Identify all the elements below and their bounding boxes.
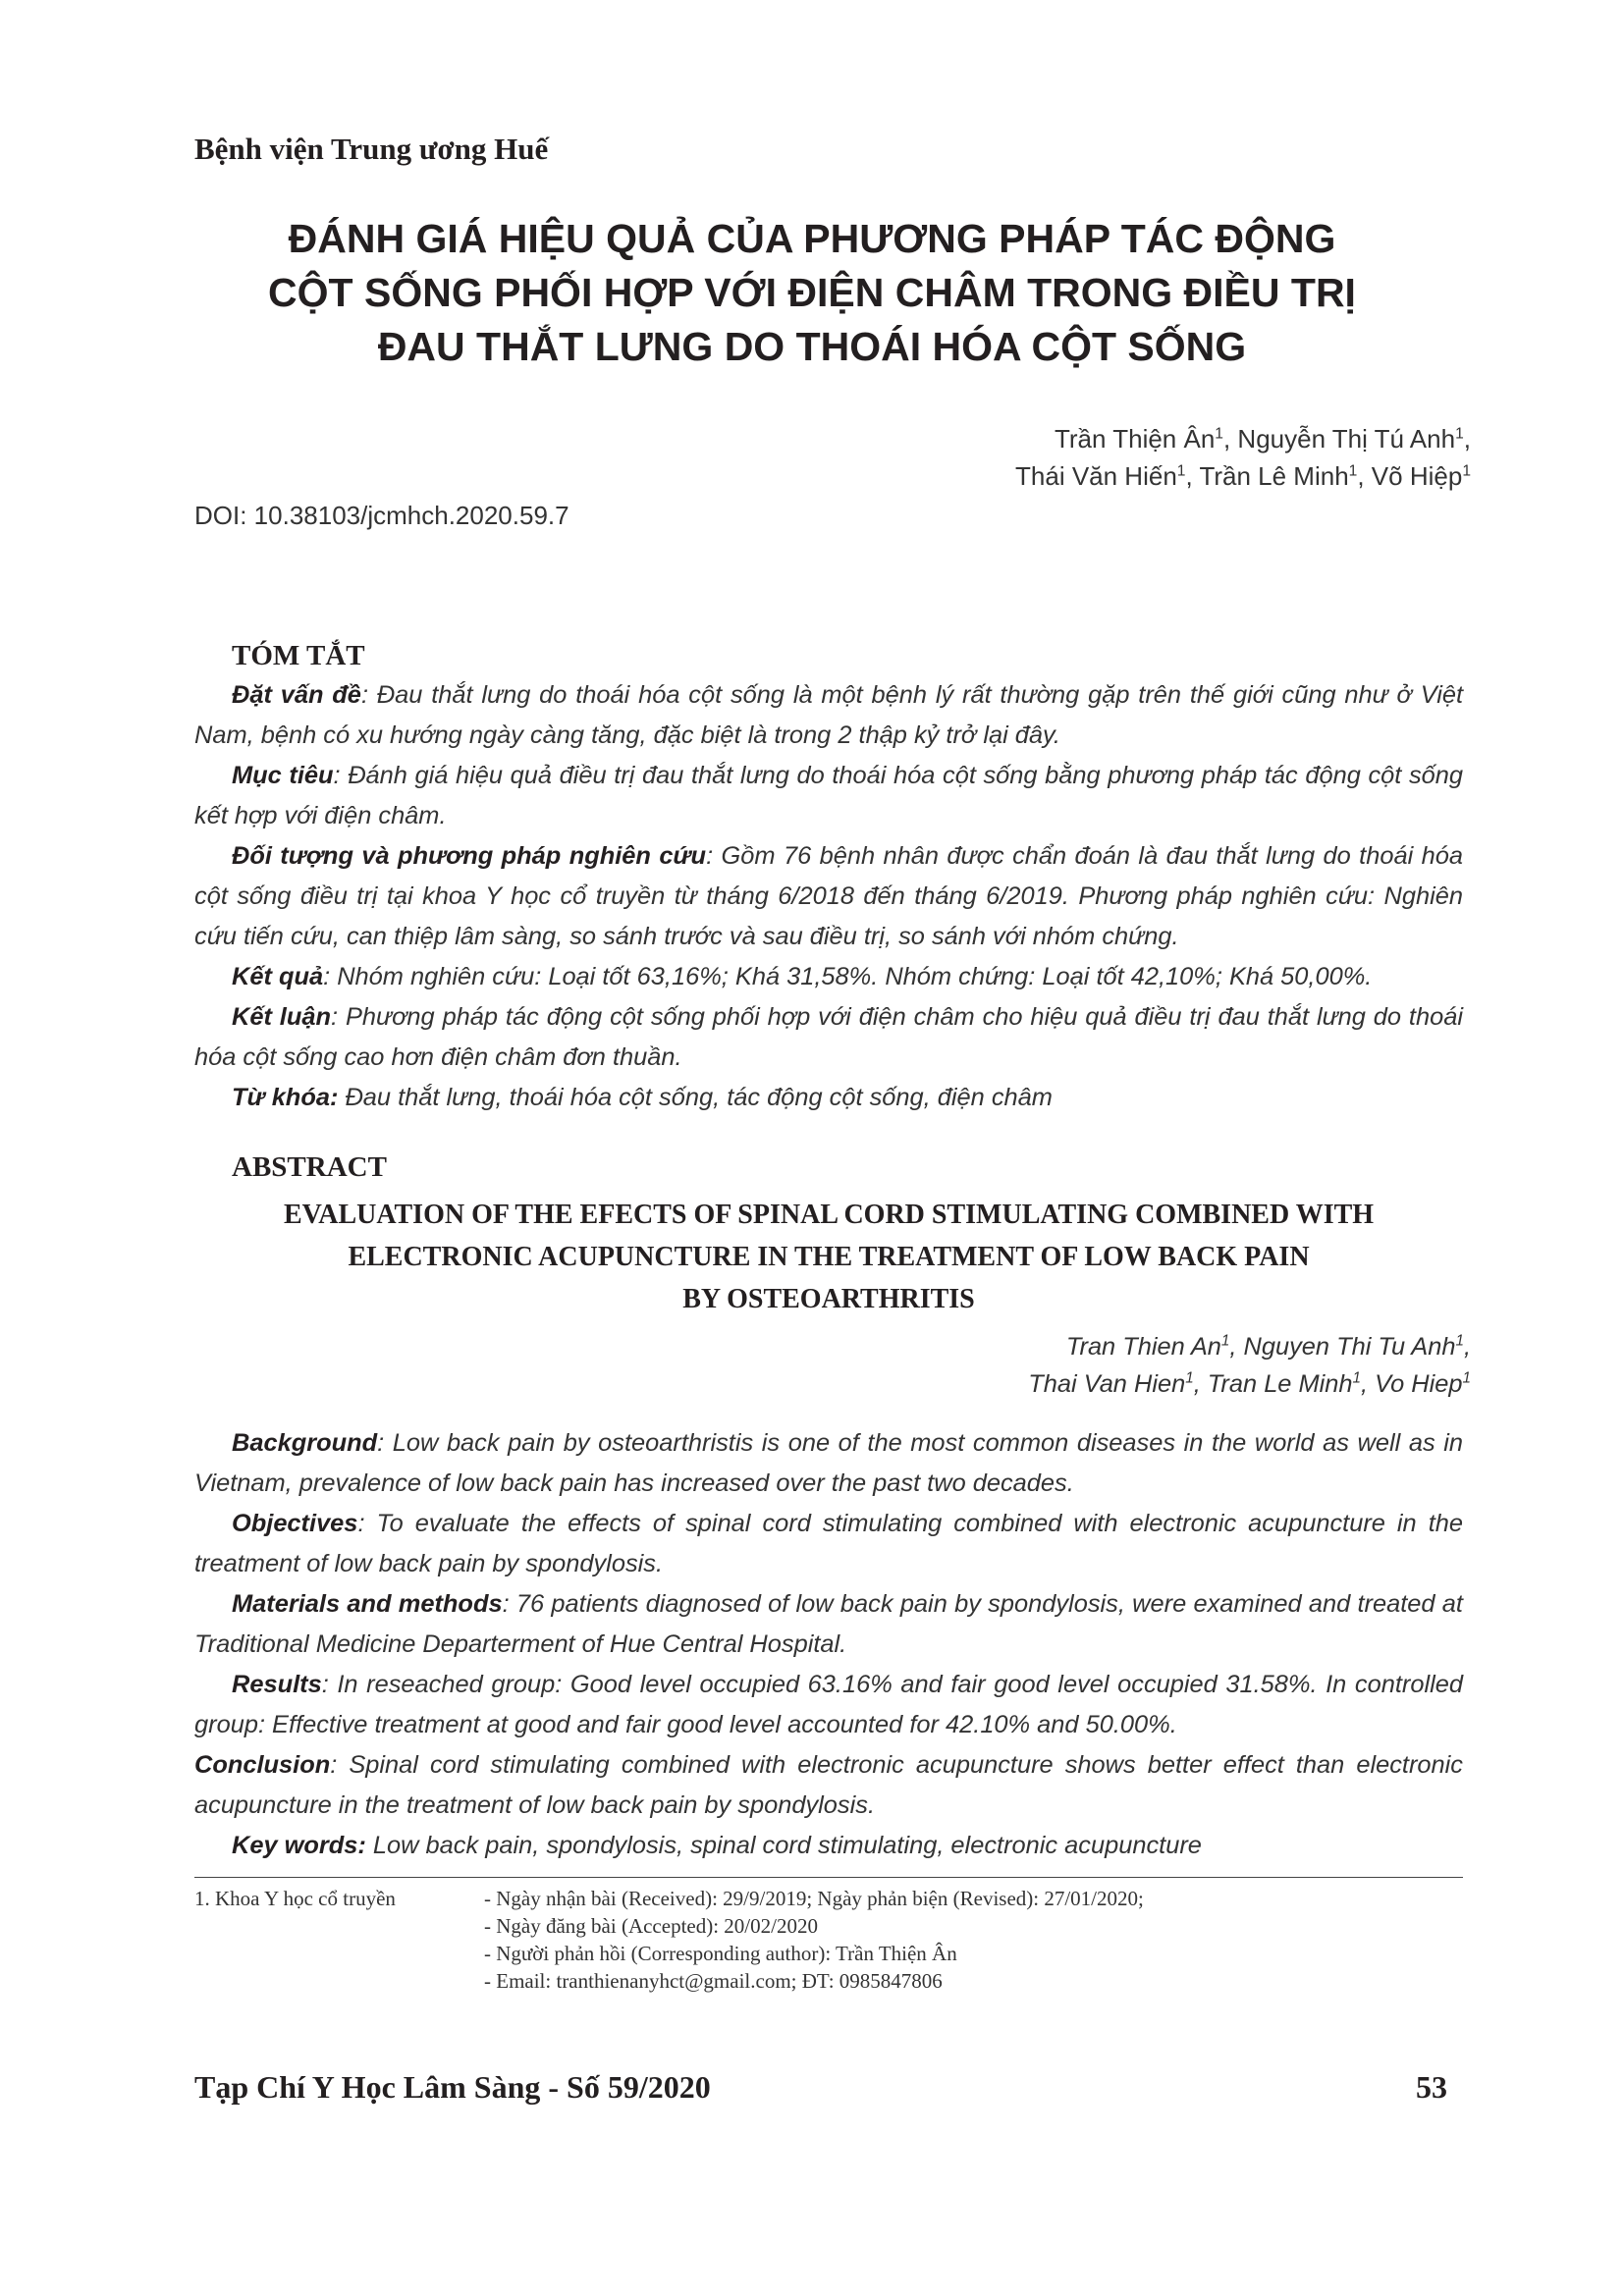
author-name: , Vo Hiep bbox=[1361, 1370, 1463, 1398]
authors-vi bbox=[1015, 420, 1471, 495]
label: Materials and methods bbox=[232, 1590, 503, 1618]
footnote-affiliation: 1. Khoa Y học cổ truyền bbox=[194, 1887, 396, 1910]
author-affiliation: 1 bbox=[1220, 1332, 1230, 1350]
author-affiliation: 1 bbox=[1462, 462, 1471, 480]
title-en-line: EVALUATION OF THE EFECTS OF SPINAL CORD STIMULATING COMBINED WITH bbox=[283, 1200, 1375, 1230]
text: : Đau thắt lưng do thoái hóa cột sống là một bệnh lý rất thường gặp trên thế giới cũng như ở Việt Nam, bệnh có xu hướng ngày càng tăng, đặc biệt là trong 2 thập kỷ trở lại đây. bbox=[194, 681, 1464, 749]
summary-vi-keywords bbox=[194, 1078, 1463, 1118]
footnote-line: - Ngày nhận bài (Received): 29/9/2019; Ngày phản biện (Revised): 27/01/2020; bbox=[484, 1887, 1144, 1910]
author-name: , Nguyễn Thị Tú Anh bbox=[1222, 424, 1456, 454]
summary-vi-methods bbox=[194, 836, 1463, 957]
author-name: , Nguyen Thi Tu Anh bbox=[1229, 1333, 1456, 1361]
footer-journal-name: Tạp Chí Y Học Lâm Sàng - Số 59/2020 bbox=[194, 2069, 711, 2105]
author-name: , Võ Hiệp bbox=[1357, 461, 1463, 491]
label: Background bbox=[232, 1429, 378, 1457]
author-name: , Trần Lê Minh bbox=[1185, 461, 1349, 491]
title-vi-line: ĐAU THẮT LƯNG DO THOÁI HÓA CỘT SỐNG bbox=[377, 324, 1247, 369]
label: Đối tượng và phương pháp nghiên cứu bbox=[232, 842, 707, 870]
text: : Phương pháp tác động cột sống phối hợp với điện châm cho hiệu quả điều trị đau thắt lưng do thoái hóa cột sống cao hơn điện châm đơn thuần. bbox=[194, 1003, 1463, 1071]
authors-en bbox=[1028, 1328, 1471, 1403]
text: : Nhóm nghiên cứu: Loại tốt 63,16%; Khá 31,58%. Nhóm chứng: Loại tốt 42,10%; Khá 50,00%. bbox=[323, 963, 1373, 990]
text: : To evaluate the effects of spinal cord stimulating combined with electronic acupuncture in the treatment of low back pain by spondylosis. bbox=[194, 1510, 1463, 1577]
author-affiliation: 1 bbox=[1455, 1332, 1464, 1350]
abstract-en-background bbox=[194, 1423, 1463, 1504]
author-affiliation: 1 bbox=[1176, 462, 1186, 480]
author-name: , Tran Le Minh bbox=[1193, 1370, 1353, 1398]
text: : Spinal cord stimulating combined with electronic acupuncture shows better effect than electronic acupuncture in the treatment of low back pain by spondylosis. bbox=[194, 1751, 1463, 1819]
summary-vi-results bbox=[194, 957, 1463, 997]
abstract-en-methods bbox=[194, 1584, 1463, 1665]
author-name: Thái Văn Hiến bbox=[1015, 461, 1177, 491]
author-affiliation: 1 bbox=[1462, 1369, 1471, 1387]
text: Đau thắt lưng, thoái hóa cột sống, tác động cột sống, điện châm bbox=[338, 1084, 1053, 1111]
article-title-vi bbox=[194, 212, 1430, 374]
abstract-en-keywords bbox=[194, 1826, 1463, 1866]
author-separator: , bbox=[1463, 424, 1471, 454]
author-name: Thai Van Hien bbox=[1028, 1370, 1186, 1398]
text: Low back pain, spondylosis, spinal cord stimulating, electronic acupuncture bbox=[365, 1832, 1202, 1859]
author-affiliation: 1 bbox=[1352, 1369, 1362, 1387]
footnote-line: - Ngày đăng bài (Accepted): 20/02/2020 bbox=[484, 1914, 818, 1938]
title-vi-line: CỘT SỐNG PHỐI HỢP VỚI ĐIỆN CHÂM TRONG ĐIỀU TRỊ bbox=[268, 270, 1356, 315]
title-en-line: BY OSTEOARTHRITIS bbox=[682, 1284, 975, 1314]
article-title-en bbox=[194, 1194, 1463, 1320]
label: Từ khóa: bbox=[232, 1084, 339, 1111]
abstract-en-conclusion bbox=[194, 1745, 1463, 1826]
abstract-en-results bbox=[194, 1665, 1463, 1745]
label: Kết quả bbox=[232, 963, 324, 990]
label: Mục tiêu bbox=[232, 762, 334, 789]
abstract-en bbox=[194, 1423, 1463, 1866]
footnote-line: - Email: tranthienanyhct@gmail.com; ĐT: 0985847806 bbox=[484, 1969, 943, 1993]
page-number: 53 bbox=[1416, 2069, 1447, 2105]
label: Objectives bbox=[232, 1510, 358, 1537]
label: Conclusion bbox=[194, 1751, 331, 1779]
author-affiliation: 1 bbox=[1215, 425, 1223, 443]
text: : In reseached group: Good level occupied 63.16% and fair good level occupied 31.58%. In controlled group: Effective treatment at good and fair good level accounted for 42.10% and 50.00%. bbox=[194, 1671, 1463, 1738]
text: : Đánh giá hiệu quả điều trị đau thắt lưng do thoái hóa cột sống bằng phương pháp tác động cột sống kết hợp với điện châm. bbox=[194, 762, 1464, 829]
abstract-en-objectives bbox=[194, 1504, 1463, 1584]
text: : Gồm 76 bệnh nhân được chẩn đoán là đau thắt lưng do thoái hóa cột sống điều trị tại khoa Y học cổ truyền từ tháng 6/2018 đến tháng 6/2019. Phương pháp nghiên cứu: Nghiên cứu tiến cứu, can thiệp lâm sàng, so sánh trước và sau điều trị, so sánh với nhóm chứng. bbox=[194, 842, 1463, 950]
doi-link[interactable]: DOI: 10.38103/jcmhch.2020.59.7 bbox=[194, 501, 569, 530]
summary-heading-vi: TÓM TẮT bbox=[232, 640, 365, 671]
summary-vi-background bbox=[194, 675, 1463, 756]
footnote-divider bbox=[194, 1877, 1463, 1878]
label: Đặt vấn đề bbox=[232, 681, 361, 709]
summary-vi bbox=[194, 675, 1463, 1118]
label: Kết luận bbox=[232, 1003, 331, 1031]
label: Key words: bbox=[232, 1832, 366, 1859]
author-separator: , bbox=[1463, 1333, 1471, 1361]
author-name: Tran Thien An bbox=[1065, 1333, 1221, 1361]
summary-vi-conclusion bbox=[194, 997, 1463, 1078]
author-affiliation: 1 bbox=[1348, 462, 1358, 480]
title-vi-line: ĐÁNH GIÁ HIỆU QUẢ CỦA PHƯƠNG PHÁP TÁC ĐỘNG bbox=[288, 216, 1336, 261]
abstract-heading-en: ABSTRACT bbox=[232, 1151, 387, 1183]
text: : Low back pain by osteoarthristis is one of the most common diseases in the world as well as in Vietnam, prevalence of low back pain has increased over the past two decades. bbox=[194, 1429, 1463, 1497]
text: : 76 patients diagnosed of low back pain by spondylosis, were examined and treated at Traditional Medicine Departerment of Hue Central Hospital. bbox=[194, 1590, 1463, 1658]
author-affiliation: 1 bbox=[1185, 1369, 1194, 1387]
footnote-article-info bbox=[484, 1885, 1144, 1995]
author-name: Trần Thiện Ân bbox=[1054, 424, 1216, 454]
footnote-line: - Người phản hồi (Corresponding author): Trần Thiện Ân bbox=[484, 1942, 957, 1965]
running-header-hospital: Bệnh viện Trung ương Huế bbox=[194, 132, 549, 166]
author-affiliation: 1 bbox=[1455, 425, 1464, 443]
label: Results bbox=[232, 1671, 322, 1698]
summary-vi-objective bbox=[194, 756, 1463, 836]
title-en-line: ELECTRONIC ACUPUNCTURE IN THE TREATMENT OF LOW BACK PAIN bbox=[348, 1242, 1310, 1272]
